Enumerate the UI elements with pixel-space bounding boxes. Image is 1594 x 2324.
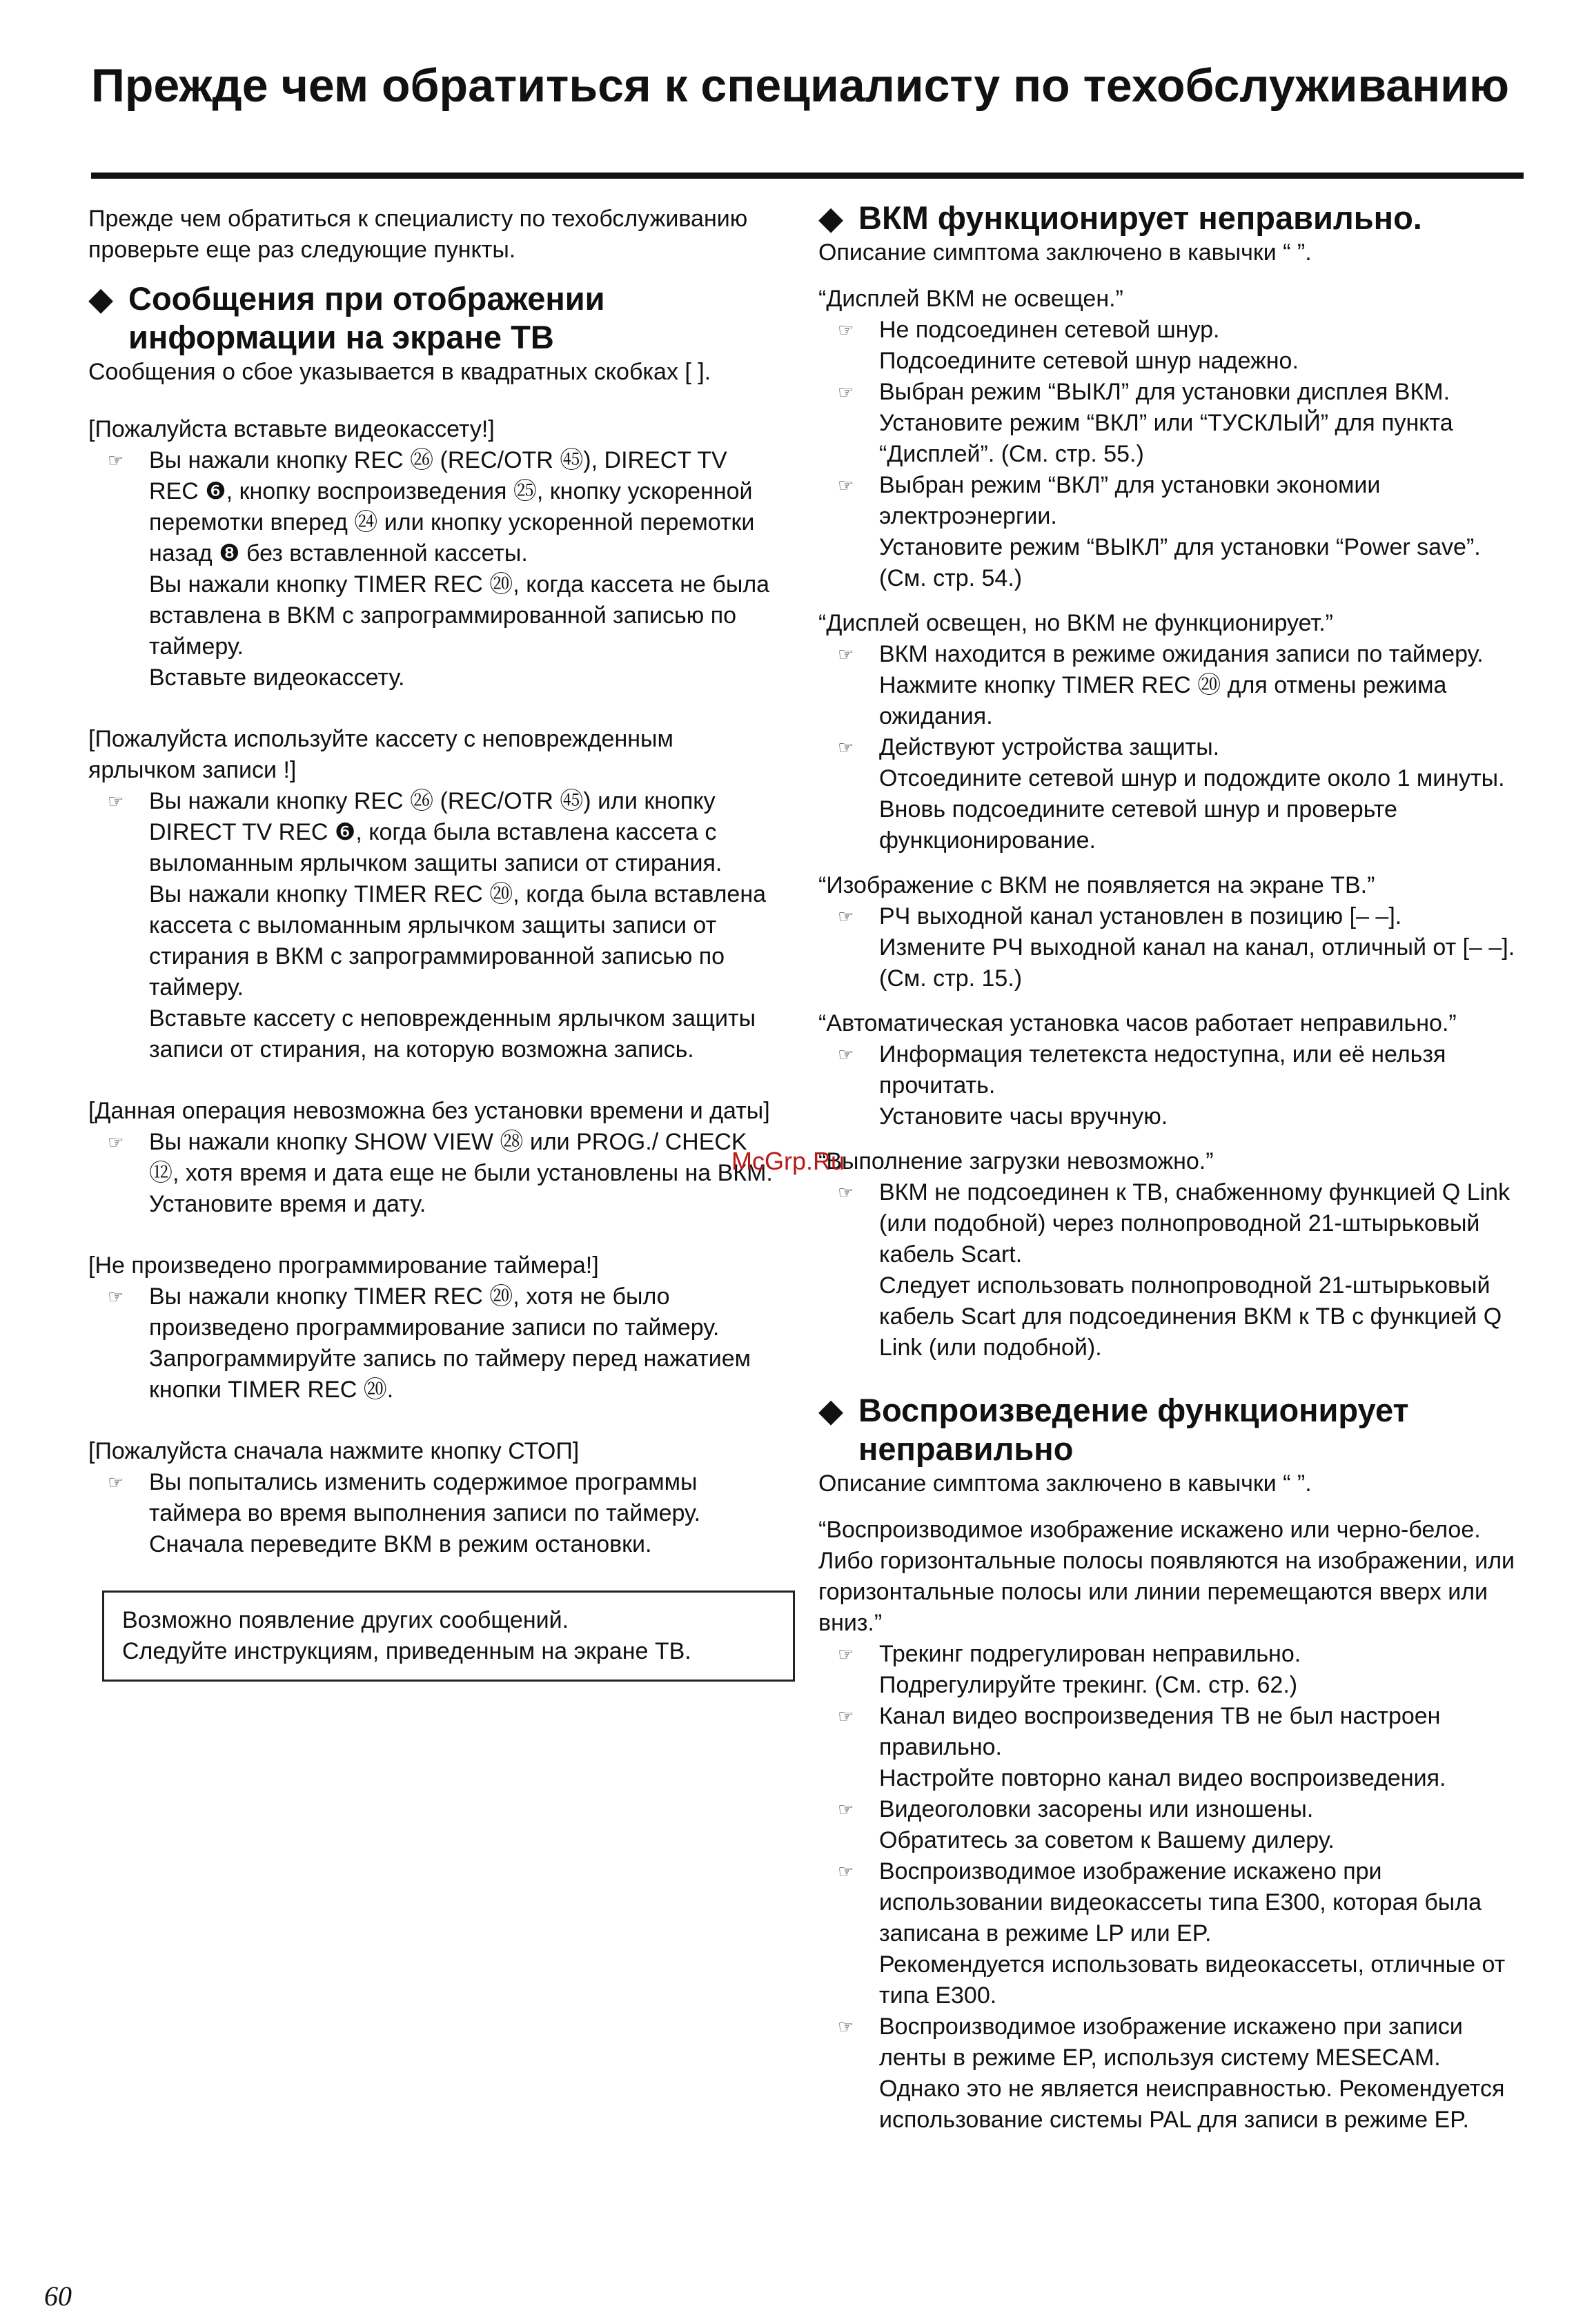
fix-text: Однако это не является неисправностью. Рекомендуется использование системы PAL для записи в режиме EP. xyxy=(879,2076,1505,2133)
fix-text: Вставьте видеокассету. xyxy=(149,664,405,691)
remedy-item xyxy=(818,1039,1529,1132)
symptom-title: “Воспроизводимое изображение искажено или черно-белое. Либо горизонтальные полосы появляются на изображении, или горизонтальные полосы или линии перемещаются вверх или вниз.” xyxy=(818,1517,1515,1636)
cause-text: ВКМ не подсоединен к ТВ, снабженному функцией Q Link (или подобной) через полнопроводной 21-штырьковый кабель Scart. xyxy=(879,1179,1511,1268)
cause-text: Трекинг подрегулирован неправильно. xyxy=(879,1641,1301,1667)
notice-line-1: Возможно появление других сообщений. xyxy=(122,1607,569,1633)
pointing-hand-icon: ☞ xyxy=(838,1644,854,1664)
diamond-bullet-icon: ◆ xyxy=(88,280,114,317)
fix-text: Отсоедините сетевой шнур и подождите около 1 минуты. Вновь подсоедините сетевой шнур и проверьте функционирование. xyxy=(879,765,1505,854)
left-column xyxy=(88,204,778,1682)
section-heading-text: Сообщения при отображении информации на экране ТВ xyxy=(128,280,605,355)
pointing-hand-icon: ☞ xyxy=(108,450,124,471)
symptom-block xyxy=(818,608,1529,856)
diamond-bullet-icon: ◆ xyxy=(818,1392,844,1428)
message-block xyxy=(88,1436,778,1560)
fix-text: Установите режим “ВЫКЛ” для установки “Power save”. (См. стр. 54.) xyxy=(879,534,1481,591)
cause-text: Выбран режим “ВКЛ” для установки экономии электроэнергии. xyxy=(879,472,1381,529)
message-title: [Пожалуйста сначала нажмите кнопку СТОП] xyxy=(88,1438,580,1464)
symptom-title: “Дисплей ВКМ не освещен.” xyxy=(818,286,1123,312)
pointing-hand-icon: ☞ xyxy=(838,2016,854,2037)
section-heading-text: Воспроизведение функционирует неправильно xyxy=(858,1392,1409,1467)
cause-text: Действуют устройства защиты. xyxy=(879,734,1220,760)
symptom-title: “Выполнение загрузки невозможно.” xyxy=(818,1148,1214,1174)
section-heading-tv-messages xyxy=(88,279,778,357)
symptom-block xyxy=(818,1008,1529,1132)
pointing-hand-icon: ☞ xyxy=(108,791,124,811)
right-column xyxy=(818,199,1529,2166)
cause-text: ВКМ находится в режиме ожидания записи по таймеру. xyxy=(879,641,1484,667)
cause-text: Вы нажали кнопку TIMER REC ⑳, хотя не было произведено программирование записи по таймеру. xyxy=(149,1283,720,1341)
fix-text: Запрограммируйте запись по таймеру перед нажатием кнопки TIMER REC ⑳. xyxy=(149,1346,751,1403)
cause-text: Информация телетекста недоступна, или её нельзя прочитать. xyxy=(879,1041,1446,1099)
fix-text: Сначала переведите ВКМ в режим остановки. xyxy=(149,1531,652,1557)
remedy-item xyxy=(88,1281,778,1406)
fix-text: Установите часы вручную. xyxy=(879,1103,1168,1130)
cause-text: Вы нажали кнопку REC ㉖ (REC/OTR ㊺) или кнопку DIRECT TV REC ❻, когда была вставлена кассета с выломанным ярлычком защиты записи от стирания. xyxy=(149,788,722,876)
section-note: Сообщения о сбое указывается в квадратных скобках [ ]. xyxy=(88,359,711,385)
symptom-block xyxy=(818,1515,1529,2136)
message-title: [Пожалуйста используйте кассету с неповрежденным ярлычком записи !] xyxy=(88,726,673,783)
remedy-item xyxy=(88,1467,778,1560)
cause-text-2: Вы нажали кнопку TIMER REC ⑳, когда кассета не была вставлена в ВКМ с запрограммированной записью по таймеру. xyxy=(149,571,770,660)
pointing-hand-icon: ☞ xyxy=(108,1132,124,1152)
remedy-item xyxy=(818,1856,1529,2011)
fix-text: Обратитесь за советом к Вашему дилеру. xyxy=(879,1827,1335,1853)
pointing-hand-icon: ☞ xyxy=(108,1472,124,1493)
pointing-hand-icon: ☞ xyxy=(838,1044,854,1065)
fix-text: Вставьте кассету с неповрежденным ярлычком защиты записи от стирания, на которую возможна запись. xyxy=(149,1005,756,1063)
cause-text: РЧ выходной канал установлен в позицию [– –]. xyxy=(879,903,1402,929)
remedy-item xyxy=(818,639,1529,732)
pointing-hand-icon: ☞ xyxy=(838,382,854,402)
notice-line-2: Следуйте инструкциям, приведенным на экране ТВ. xyxy=(122,1638,691,1664)
page-number: 60 xyxy=(44,2281,72,2312)
pointing-hand-icon: ☞ xyxy=(838,737,854,758)
title-rule xyxy=(91,173,1524,179)
cause-text: Вы нажали кнопку REC ㉖ (REC/OTR ㊺), DIRECT TV REC ❻, кнопку воспроизведения ㉕, кнопку ускоренной перемотки вперед ㉔ или кнопку ускоренной перемотки назад ❽ без вставленной кассеты. xyxy=(149,447,755,567)
cause-text: Вы попытались изменить содержимое программы таймера во время выполнения записи по таймеру. xyxy=(149,1469,701,1526)
cause-text: Вы нажали кнопку SHOW VIEW ㉘ или PROG./ CHECK ⑫, хотя время и дата еще не были установлены на ВКМ. xyxy=(149,1129,773,1186)
cause-text: Не подсоединен сетевой шнур. xyxy=(879,317,1220,343)
cause-text: Видеоголовки засорены или изношены. xyxy=(879,1796,1314,1822)
fix-text: Установите режим “ВКЛ” или “ТУСКЛЫЙ” для пункта “Дисплей”. (См. стр. 55.) xyxy=(879,410,1453,467)
watermark-text: McGrp.Ru xyxy=(731,1147,845,1175)
cause-text: Воспроизводимое изображение искажено при записи ленты в режиме EP, используя систему MESECAM. xyxy=(879,2013,1463,2071)
remedy-item xyxy=(818,1639,1529,1701)
remedy-item xyxy=(818,315,1529,377)
page-title: Прежде чем обратиться к специалисту по техобслуживанию xyxy=(91,59,1510,112)
symptom-title: “Дисплей освещен, но ВКМ не функционирует.” xyxy=(818,610,1334,636)
remedy-item xyxy=(88,1127,778,1220)
pointing-hand-icon: ☞ xyxy=(838,644,854,664)
pointing-hand-icon: ☞ xyxy=(838,1706,854,1726)
pointing-hand-icon: ☞ xyxy=(838,1799,854,1820)
pointing-hand-icon: ☞ xyxy=(838,475,854,495)
fix-text: Следует использовать полнопроводной 21-штырьковый кабель Scart для подсоединения ВКМ к ТВ с функцией Q Link (или подобной). xyxy=(879,1272,1502,1361)
remedy-item xyxy=(818,732,1529,856)
fix-text: Рекомендуется использовать видеокассеты, отличные от типа E300. xyxy=(879,1951,1506,2009)
cause-text-2: Вы нажали кнопку TIMER REC ⑳, когда была вставлена кассета с выломанным ярлычком защиты записи от стирания в ВКМ с запрограммированной записью по таймеру. xyxy=(149,881,767,1001)
message-block xyxy=(88,1250,778,1406)
fix-text: Установите время и дату. xyxy=(149,1191,426,1217)
remedy-item xyxy=(818,1177,1529,1363)
message-title: [Пожалуйста вставьте видеокассету!] xyxy=(88,416,495,442)
remedy-item xyxy=(818,2011,1529,2136)
symptom-block xyxy=(818,284,1529,594)
remedy-item xyxy=(818,901,1529,994)
message-title: [Не произведено программирование таймера!] xyxy=(88,1252,599,1279)
message-block xyxy=(88,724,778,1065)
section-heading-playback-malfunction xyxy=(818,1391,1529,1468)
pointing-hand-icon: ☞ xyxy=(108,1286,124,1307)
remedy-item xyxy=(818,1794,1529,1856)
fix-text: Настройте повторно канал видео воспроизведения. xyxy=(879,1765,1446,1791)
cause-text: Выбран режим “ВЫКЛ” для установки дисплея ВКМ. xyxy=(879,379,1450,405)
section-heading-vcr-malfunction xyxy=(818,199,1529,237)
pointing-hand-icon: ☞ xyxy=(838,1861,854,1882)
symptom-title: “Автоматическая установка часов работает неправильно.” xyxy=(818,1010,1457,1036)
section-note: Описание симптома заключено в кавычки “ ”. xyxy=(818,1470,1312,1497)
fix-text: Подрегулируйте трекинг. (См. стр. 62.) xyxy=(879,1672,1298,1698)
remedy-item xyxy=(818,377,1529,470)
pointing-hand-icon: ☞ xyxy=(838,1182,854,1203)
symptom-block xyxy=(818,870,1529,994)
message-title: [Данная операция невозможна без установки времени и даты] xyxy=(88,1098,770,1124)
symptom-block xyxy=(818,1146,1529,1363)
fix-text: Измените РЧ выходной канал на канал, отличный от [– –]. (См. стр. 15.) xyxy=(879,934,1515,992)
remedy-item xyxy=(88,786,778,1065)
message-block xyxy=(88,1096,778,1220)
section-note: Описание симптома заключено в кавычки “ ”. xyxy=(818,239,1312,266)
notice-box xyxy=(102,1591,795,1682)
cause-text: Канал видео воспроизведения ТВ не был настроен правильно. xyxy=(879,1703,1441,1760)
pointing-hand-icon: ☞ xyxy=(838,906,854,927)
fix-text: Подсоедините сетевой шнур надежно. xyxy=(879,348,1299,374)
section-heading-text: ВКМ функционирует неправильно. xyxy=(858,199,1422,236)
intro-text: Прежде чем обратиться к специалисту по техобслуживанию проверьте еще раз следующие пункты. xyxy=(88,206,748,263)
remedy-item xyxy=(88,445,778,693)
remedy-item xyxy=(818,470,1529,594)
message-block xyxy=(88,414,778,693)
symptom-title: “Изображение с ВКМ не появляется на экране ТВ.” xyxy=(818,872,1375,898)
pointing-hand-icon: ☞ xyxy=(838,319,854,340)
fix-text: Нажмите кнопку TIMER REC ⑳ для отмены режима ожидания. xyxy=(879,672,1447,729)
diamond-bullet-icon: ◆ xyxy=(818,199,844,236)
remedy-item xyxy=(818,1701,1529,1794)
cause-text: Воспроизводимое изображение искажено при использовании видеокассеты типа E300, которая была записана в режиме LP или EP. xyxy=(879,1858,1482,1947)
